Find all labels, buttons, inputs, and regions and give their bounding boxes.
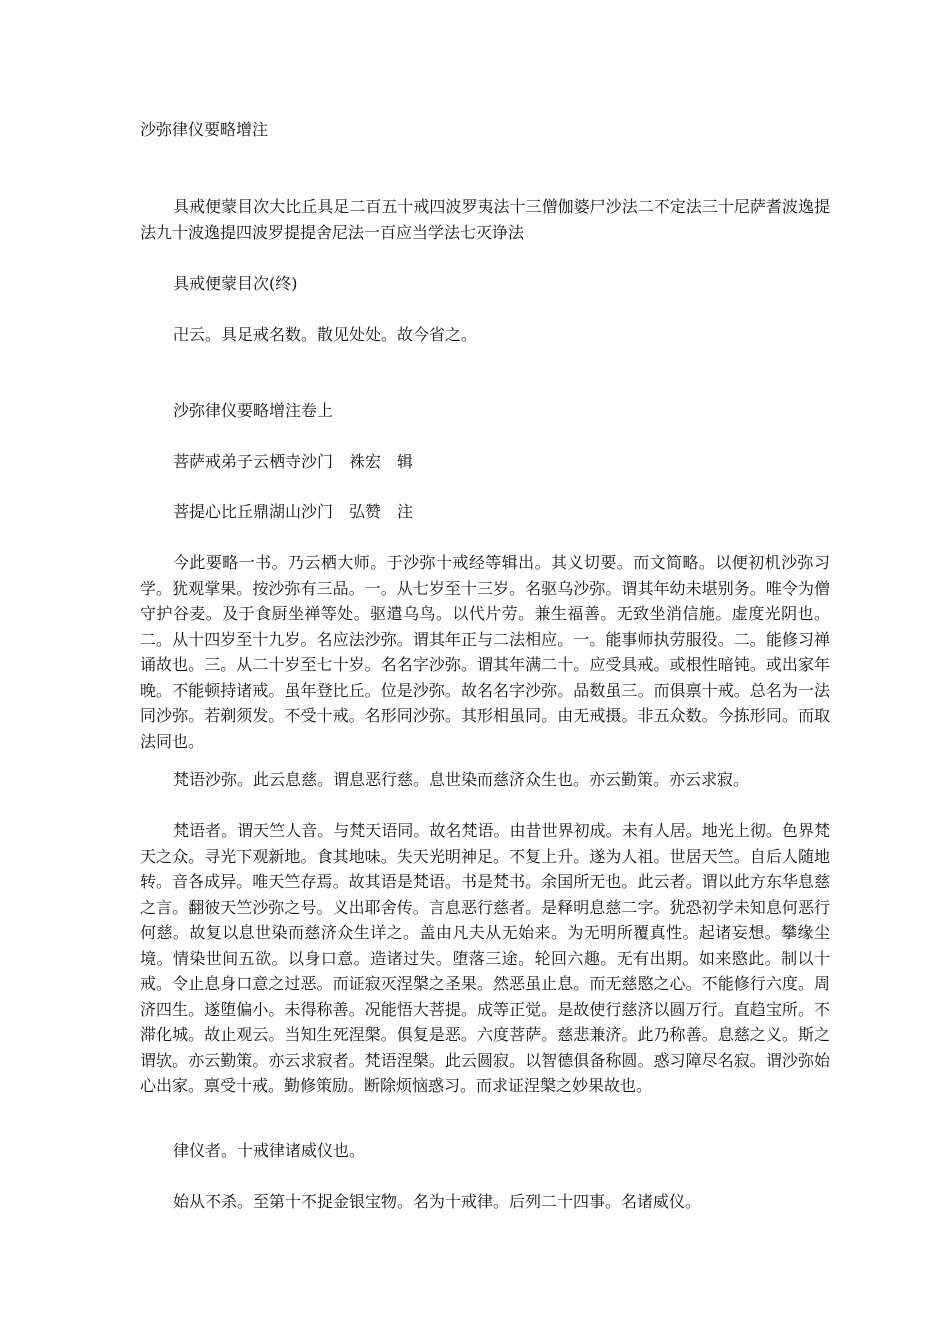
compiler-line: 菩萨戒弟子云栖寺沙门 袾宏 辑 <box>173 452 414 471</box>
paragraph-shami-definition: 梵语沙弥。此云息慈。谓息恶行慈。息世染而慈济众生也。亦云勤策。亦云求寂。 <box>173 770 750 789</box>
paragraph-lvyi-definition: 律仪者。十戒律诸威仪也。 <box>173 1141 366 1160</box>
document-title: 沙弥律仪要略增注 <box>140 120 269 139</box>
volume-title: 沙弥律仪要略增注卷上 <box>173 401 334 420</box>
paragraph-note: 卍云。具足戒名数。散见处处。故今省之。 <box>173 325 478 344</box>
paragraph-toc-end: 具戒便蒙目次(终) <box>173 274 298 293</box>
paragraph-ten-precepts: 始从不杀。至第十不捉金银宝物。名为十戒律。后列二十四事。名诸威仪。 <box>173 1192 702 1211</box>
annotator-line: 菩提心比丘鼎湖山沙门 弘赞 注 <box>173 502 414 521</box>
paragraph-table-of-contents: 具戒便蒙目次大比丘具足二百五十戒四波罗夷法十三僧伽婆尸沙法二不定法三十尼萨耆波逸提法九十波逸提四波罗提提舍尼法一百应当学法七灭诤法 <box>140 197 830 242</box>
paragraph-sanskrit-explanation: 梵语者。谓天竺人音。与梵天语同。故名梵语。由昔世界初成。未有人居。地光上彻。色界梵天之众。寻光下观新地。食其地味。失天光明神足。不复上升。遂为人祖。世居天竺。自后人随地转。音各成异。唯天竺存焉。故其语是梵语。书是梵书。余国所无也。此云者。谓以此方东华息慈之言。翻彼天竺沙弥之号。义出耶舍传。言息恶行慈者。是释明息慈二字。犹恐初学未知息何恶行何慈。故复以息世染而慈济众生详之。盖由凡夫从无始来。为无明所覆真性。起诸妄想。攀缘尘境。情染世间五欲。以身口意。造诸过失。堕落三途。轮回六趣。无有出期。如来愍此。制以十戒。令止息身口意之过恶。而证寂灭涅槃之圣果。然恶虽止息。而无慈愍之心。不能修行六度。周济四生。遂堕偏小。未得称善。况能悟大菩提。成等正觉。是故使行慈济以圆万行。直趋宝所。不滞化城。故止观云。当知生死涅槃。俱复是恶。六度菩萨。慈悲兼济。此乃称善。息慈之义。斯之谓欤。亦云勤策。亦云求寂者。梵语涅槃。此云圆寂。以智德俱备称圆。惑习障尽名寂。谓沙弥始心出家。禀受十戒。勤修策励。断除烦恼惑习。而求证涅槃之妙果故也。 <box>140 821 830 1095</box>
paragraph-introduction: 今此要略一书。乃云栖大师。于沙弥十戒经等辑出。其义切要。而文简略。以便初机沙弥习学。犹观掌果。按沙弥有三品。一。从七岁至十三岁。名驱乌沙弥。谓其年幼未堪别务。唯令为僧守护谷麦。及于食厨坐禅等处。驱遣乌鸟。以代片劳。兼生福善。无致坐消信施。虚度光阴也。二。从十四岁至十九岁。名应法沙弥。谓其年正与二法相应。一。能事师执劳服役。二。能修习禅诵故也。三。从二十岁至七十岁。名名字沙弥。谓其年满二十。应受具戒。或根性暗钝。或出家年晚。不能顿持诸戒。虽年登比丘。位是沙弥。故名名字沙弥。品数虽三。而俱禀十戒。总名为一法同沙弥。若剃须发。不受十戒。名形同沙弥。其形相虽同。由无戒摄。非五众数。今拣形同。而取法同也。 <box>140 553 830 751</box>
